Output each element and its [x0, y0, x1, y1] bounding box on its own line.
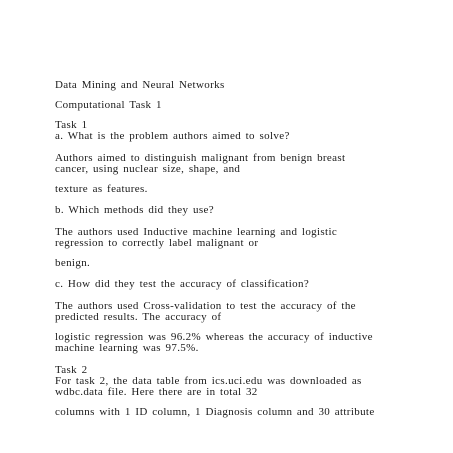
task2-text-line2: wdbc.data file. Here there are in total 32 — [55, 386, 258, 398]
document-subtitle: Computational Task 1 — [55, 99, 162, 111]
task1-answer-b-line1: The authors used Inductive machine learning and logistic — [55, 226, 338, 238]
task1-answer-a-line2: cancer, using nuclear size, shape, and — [55, 163, 241, 175]
task1-heading: Task 1 — [55, 119, 88, 131]
task1-answer-c-line2: predicted results. The accuracy of — [55, 311, 222, 323]
document-title: Data Mining and Neural Networks — [55, 79, 225, 91]
task1-question-c: c. How did they test the accuracy of classification? — [55, 278, 310, 290]
task2-text-line1: For task 2, the data table from ics.uci.edu was downloaded as — [55, 375, 362, 387]
task1-answer-b-line3: benign. — [55, 257, 91, 269]
task1-answer-a-line1: Authors aimed to distinguish malignant from benign breast — [55, 152, 346, 164]
task1-question-b: b. Which methods did they use? — [55, 204, 214, 216]
task2-heading: Task 2 — [55, 364, 88, 376]
task1-answer-c-line1: The authors used Cross-validation to test the accuracy of the — [55, 300, 356, 312]
task1-answer-c-line3: logistic regression was 96.2% whereas the accuracy of inductive — [55, 331, 373, 343]
task1-question-a: a. What is the problem authors aimed to solve? — [55, 130, 290, 142]
task1-answer-c-line4: machine learning was 97.5%. — [55, 342, 199, 354]
task1-answer-b-line2: regression to correctly label malignant or — [55, 237, 259, 249]
task2-text-line3: columns with 1 ID column, 1 Diagnosis column and 30 attribute — [55, 406, 375, 418]
task1-answer-a-line3: texture as features. — [55, 183, 148, 195]
